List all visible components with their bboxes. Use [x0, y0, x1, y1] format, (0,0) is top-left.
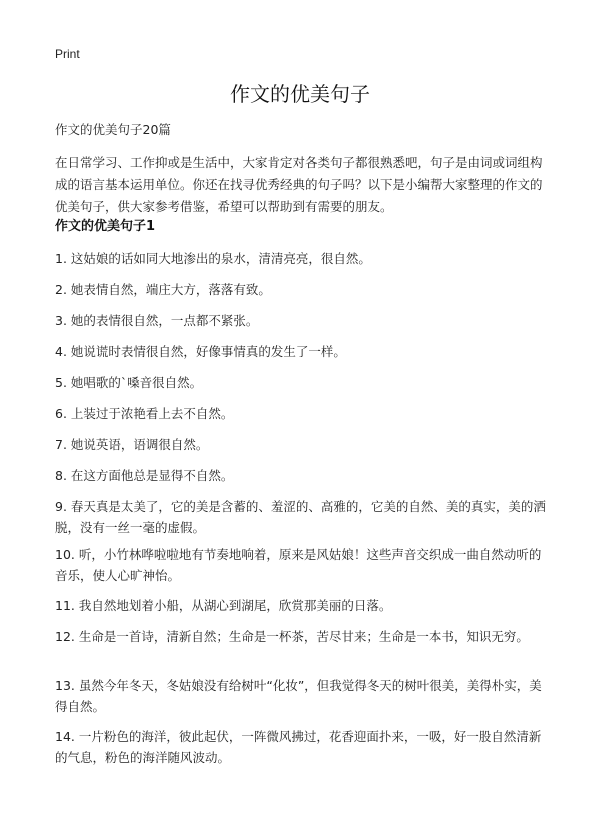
sentence-item: 2. 她表情自然，端庄大方，落落有致。 [55, 282, 271, 297]
print-link[interactable]: Print [55, 47, 80, 61]
sentence-item: 9. 春天真是太美了，它的美是含蓄的、羞涩的、高雅的，它美的自然、美的真实，美的洒脱，没有一丝一毫的虚假。 [55, 499, 546, 535]
sentence-item: 10. 听，小竹林哗啦啦地有节奏地响着，原来是风姑娘！这些声音交织成一曲自然动听的音乐，使人心旷神怡。 [55, 547, 542, 583]
sentence-item: 14. 一片粉色的海洋，彼此起伏，一阵微风拂过，花香迎面扑来，一吸，好一股自然清新的气息，粉色的海洋随风波动。 [55, 729, 542, 765]
sentence-item: 8. 在这方面他总是显得不自然。 [55, 468, 234, 483]
sentence-item: 3. 她的表情很自然，一点都不紧张。 [55, 313, 259, 328]
intro-paragraph: 在日常学习、工作抑或是生活中，大家肯定对各类句子都很熟悉吧，句子是由词或词组构成的语言基本运用单位。你还在找寻优秀经典的句子吗？以下是小编帮大家整理的作文的优美句子，供大家参考借鉴，希望可以帮助到有需要的朋友。 [55, 155, 543, 214]
page-title: 作文的优美句子 [230, 82, 370, 106]
section-heading: 作文的优美句子1 [55, 219, 156, 234]
sentence-item: 12. 生命是一首诗，清新自然；生命是一杯茶，苦尽甘来；生命是一本书，知识无穷。 [55, 629, 529, 644]
sentence-item: 11. 我自然地划着小船，从湖心到湖尾，欣赏那美丽的日落。 [55, 598, 392, 613]
sentence-item: 7. 她说英语，语调很自然。 [55, 437, 209, 452]
sentence-item: 5. 她唱歌的`嗓音很自然。 [55, 375, 203, 390]
sentence-item: 1. 这姑娘的话如同大地渗出的泉水，清清亮亮，很自然。 [55, 251, 371, 266]
sentence-item: 6. 上装过于浓艳看上去不自然。 [55, 406, 234, 421]
page-subtitle: 作文的优美句子20篇 [55, 122, 171, 137]
sentence-item: 4. 她说谎时表情很自然，好像事情真的发生了一样。 [55, 344, 346, 359]
sentence-item: 13. 虽然今年冬天，冬姑娘没有给树叶“化妆”，但我觉得冬天的树叶很美，美得朴实，美得自然。 [55, 678, 542, 714]
